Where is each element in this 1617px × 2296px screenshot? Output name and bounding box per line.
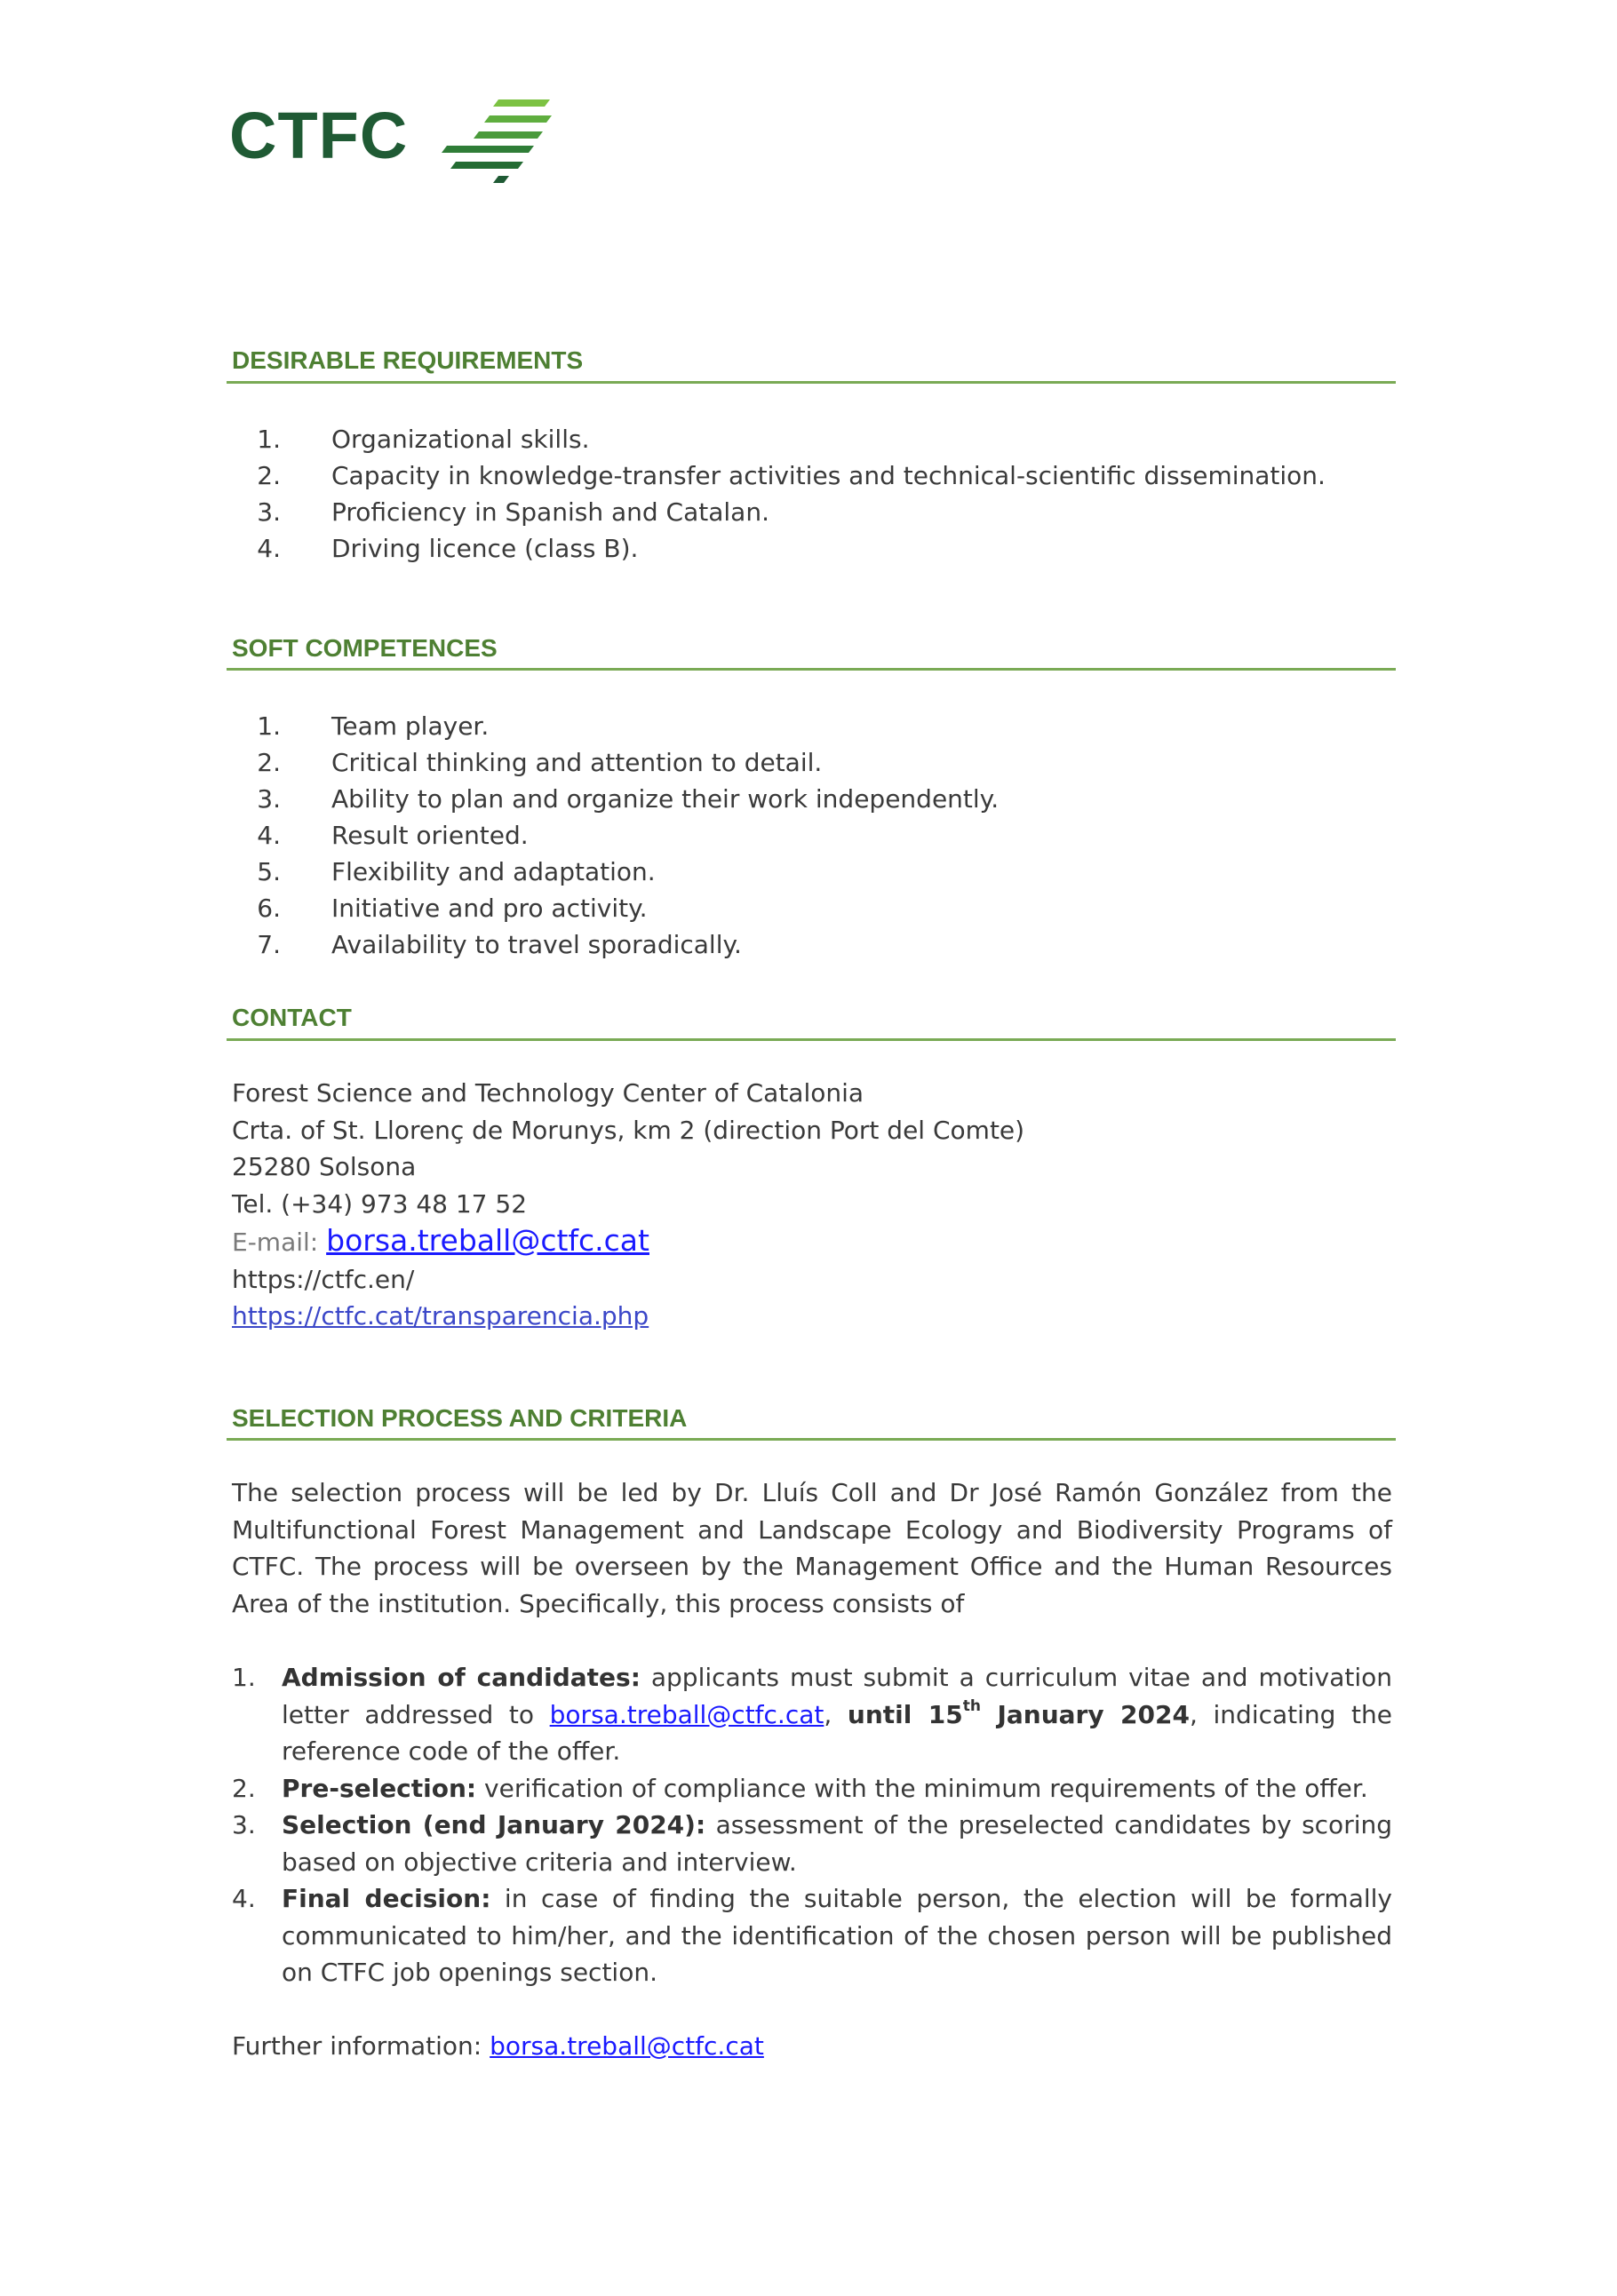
contact-email-line (232, 1222, 1024, 1261)
contact-org: Forest Science and Technology Center of Catalonia (232, 1078, 864, 1108)
selection-steps (232, 1659, 1392, 1991)
ctfc-logo (229, 89, 567, 195)
selection-step: 2. Pre-selection: verification of compliance with the minimum requirements of the offer. (232, 1773, 1368, 1803)
section-rule (227, 1438, 1396, 1441)
section-title-soft: SOFT COMPETENCES (232, 634, 498, 662)
logo-stripes-icon (438, 89, 562, 188)
step-email-link[interactable]: borsa.treball@ctfc.cat (549, 1699, 824, 1729)
further-information: Further information: borsa.treball@ctfc.cat (232, 2031, 764, 2061)
logo-wordmark: CTFC (229, 99, 409, 172)
contact-tel: Tel. (+34) 973 48 17 52 (232, 1188, 528, 1219)
contact-email-link[interactable]: borsa.treball@ctfc.cat (326, 1223, 649, 1258)
selection-step: 4. Final decision: in case of finding the suitable person, the election will be formally communicated to him/her, and the identification of the chosen person will be published on CTFC job openings section. (232, 1884, 1392, 1987)
contact-address: Crta. of St. Llorenç de Morunys, km 2 (direction Port del Comte) (232, 1115, 1025, 1145)
section-title-selection: SELECTION PROCESS AND CRITERIA (232, 1404, 688, 1432)
section-rule (227, 668, 1396, 671)
transparency-link[interactable]: https://ctfc.cat/transparencia.php (232, 1301, 649, 1331)
contact-block (232, 1075, 1024, 1335)
selection-step: 1. Admission of candidates: applicants must submit a curriculum vitae and motivation letter addressed to borsa.treball@ctfc.cat, until 15th January 2024, indicating the reference code of the offer. (232, 1663, 1392, 1766)
further-email-link[interactable]: borsa.treball@ctfc.cat (490, 2031, 764, 2061)
section-rule (227, 381, 1396, 384)
contact-website: https://ctfc.en/ (232, 1264, 415, 1294)
contact-city: 25280 Solsona (232, 1152, 417, 1181)
section-rule (227, 1038, 1396, 1041)
section-title-desirable: DESIRABLE REQUIREMENTS (232, 346, 584, 374)
selection-intro: The selection process will be led by Dr. Lluís Coll and Dr José Ramón González from the Multifunctional Forest Management and Landscape Ecology and Biodiversity Programs of CTFC. The process will be overseen by the Management Office and the Human Resources Area of the institution. Specifically, this process consists of (232, 1478, 1392, 1618)
email-label: E-mail: (232, 1227, 327, 1257)
selection-step: 3. Selection (end January 2024): assessment of the preselected candidates by scoring based on objective criteria and interview. (232, 1810, 1393, 1877)
section-title-contact: CONTACT (232, 1004, 352, 1031)
